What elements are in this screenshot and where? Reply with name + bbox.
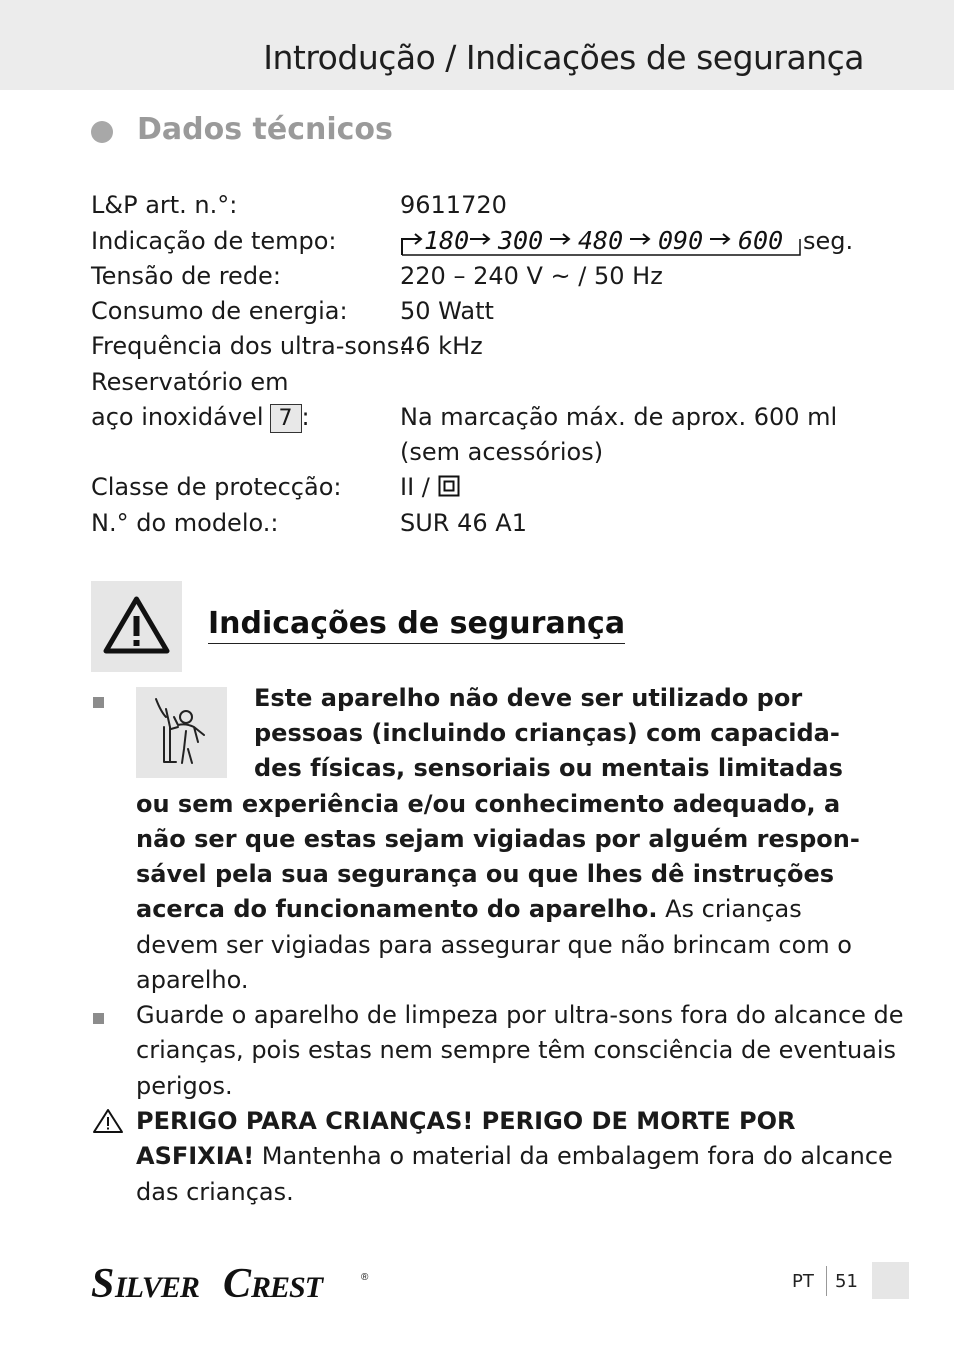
- warning-line3: das crianças.: [136, 1178, 294, 1206]
- warning-line1: PERIGO PARA CRIANÇAS! PERIGO DE MORTE POR: [136, 1107, 796, 1135]
- footer-divider: [826, 1266, 827, 1296]
- timer-unit: seg.: [803, 227, 854, 255]
- safety-item1-line7-bold: acerca do funcionamento do aparelho.: [136, 895, 658, 923]
- spec-label-reservoir-1: Reservatório em: [91, 368, 289, 396]
- spec-value-model: SUR 46 A1: [400, 509, 527, 537]
- list-bullet-icon: [93, 697, 104, 708]
- safety-item1-line5: não ser que estas sejam vigiadas por alguém respon-: [136, 825, 860, 853]
- safety-item2-line2: crianças, pois estas nem sempre têm consciência de eventuais: [136, 1036, 897, 1064]
- spec-value-power: 50 Watt: [400, 297, 494, 325]
- protection-class-text: II /: [400, 473, 430, 501]
- page-header-title: Introdução / Indicações de segurança: [263, 38, 864, 77]
- safety-item1-line9: aparelho.: [136, 966, 249, 994]
- timer-value-480: 480: [578, 226, 624, 255]
- spec-label-frequency: Frequência dos ultra-sons:: [91, 332, 408, 360]
- timer-value-300: 300: [498, 226, 544, 255]
- svg-text:S: S: [91, 1261, 114, 1304]
- warning-line2: [136, 1139, 893, 1174]
- spec-value-frequency: 46 kHz: [400, 332, 483, 360]
- safety-item1-line8: devem ser vigiadas para assegurar que não brincam com o: [136, 931, 852, 959]
- svg-text:®: ®: [361, 1272, 369, 1283]
- small-warning-icon: [92, 1108, 124, 1134]
- spec-label-reservoir-text: aço inoxidável: [91, 403, 264, 431]
- list-bullet-icon: [93, 1013, 104, 1024]
- child-icon: [136, 687, 227, 778]
- footer-tab-box: [872, 1262, 909, 1299]
- spec-label-time: Indicação de tempo:: [91, 227, 337, 255]
- safety-item1-line1: Este aparelho não deve ser utilizado por: [254, 684, 803, 712]
- warning-triangle-icon: [91, 581, 182, 672]
- spec-value-art: 9611720: [400, 191, 507, 219]
- spec-value-voltage: 220 – 240 V ~ / 50 Hz: [400, 262, 663, 290]
- ref-number-box: 7: [270, 404, 302, 433]
- timer-value-180: 180: [424, 226, 470, 255]
- spec-label-protection: Classe de protecção:: [91, 473, 342, 501]
- safety-item1-line4: ou sem experiência e/ou conhecimento adequado, a: [136, 790, 841, 818]
- spec-label-reservoir-2: [91, 402, 310, 433]
- spec-value-protection: [400, 472, 460, 502]
- timer-sequence-icon: [400, 225, 802, 259]
- safety-item1-line2: pessoas (incluindo crianças) com capacida-: [254, 719, 840, 747]
- safety-item1-line7: [136, 892, 802, 927]
- double-insulation-icon: [438, 475, 460, 497]
- warning-line2-bold: ASFIXIA!: [136, 1142, 255, 1170]
- spec-label-art: L&P art. n.°:: [91, 191, 238, 219]
- safety-item2-line1: Guarde o aparelho de limpeza por ultra-sons fora do alcance de: [136, 1001, 904, 1029]
- safety-item2-line3: perigos.: [136, 1072, 233, 1100]
- svg-text:ILVER: ILVER: [115, 1271, 199, 1304]
- timer-value-090: 090: [658, 226, 704, 255]
- silvercrest-logo: [91, 1260, 381, 1304]
- spec-label-voltage: Tensão de rede:: [91, 262, 281, 290]
- warning-icon-box: [91, 581, 182, 672]
- tech-data-title: Dados técnicos: [137, 112, 393, 147]
- timer-value-600: 600: [738, 226, 784, 255]
- page-number: 51: [835, 1271, 858, 1292]
- safety-item1-line6: sável pela sua segurança ou que lhes dê instruções: [136, 860, 835, 888]
- safety-item1-line7-normal: As crianças: [657, 895, 802, 923]
- svg-text:REST: REST: [251, 1271, 323, 1304]
- safety-item1-line3: des físicas, sensoriais ou mentais limitadas: [254, 754, 843, 782]
- section-bullet-icon: [91, 121, 113, 143]
- safety-title: Indicações de segurança: [208, 606, 625, 644]
- language-label: PT: [792, 1271, 814, 1292]
- spec-label-model: N.° do modelo.:: [91, 509, 279, 537]
- spec-value-reservoir-note: (sem acessórios): [400, 438, 604, 466]
- label-colon: :: [301, 403, 310, 431]
- svg-text:C: C: [223, 1261, 251, 1304]
- spec-value-reservoir: Na marcação máx. de aprox. 600 ml: [400, 403, 838, 431]
- spec-label-power: Consumo de energia:: [91, 297, 348, 325]
- warning-line2-normal: Mantenha o material da embalagem fora do alcance: [254, 1142, 893, 1170]
- child-warning-icon-box: [136, 687, 227, 778]
